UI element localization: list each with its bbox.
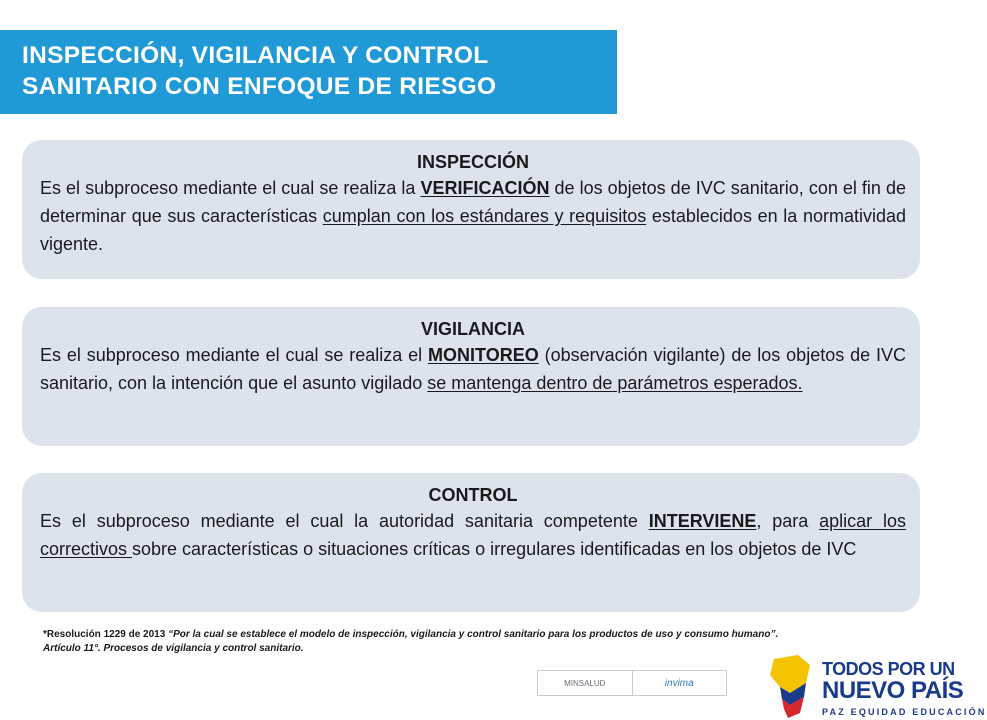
highlight-keyword: MONITOREO — [428, 345, 539, 365]
footnote-lead: *Resolución 1229 de 2013 — [43, 629, 169, 640]
body-text: establecidos en la normatividad vigente. — [40, 206, 906, 254]
brand-line-2: NUEVO PAÍS — [822, 677, 964, 704]
footnote-article: Artículo 11°. Procesos de vigilancia y control sanitario. — [43, 643, 304, 654]
section-body — [40, 174, 906, 258]
government-brand-logo — [760, 653, 987, 720]
colombia-map-icon — [760, 653, 820, 720]
body-text: , para — [756, 511, 820, 531]
underlined-phrase: se mantenga dentro de parámetros esperados. — [427, 373, 803, 393]
section-heading: CONTROL — [428, 485, 518, 505]
section-card-vigilancia — [22, 307, 920, 446]
invima-logo: invima — [632, 671, 727, 695]
underlined-phrase: cumplan con los estándares y requisitos — [322, 206, 647, 226]
institution-logos — [537, 670, 727, 696]
section-heading: VIGILANCIA — [420, 319, 525, 339]
body-text: Es el subproceso mediante el cual la autoridad sanitaria competente — [40, 511, 649, 531]
body-text: Es el subproceso mediante el cual se realiza la — [40, 178, 421, 198]
section-card-control — [22, 473, 920, 612]
title-line-2: SANITARIO CON ENFOQUE DE RIESGO — [22, 73, 497, 100]
footnote-quote: “Por la cual se establece el modelo de inspección, vigilancia y control sanitario para los productos de uso y consumo humano”. — [168, 629, 779, 640]
brand-line-1: TODOS POR UN — [822, 659, 955, 679]
minsalud-logo: MINSALUD — [564, 678, 606, 688]
brand-line-3: PAZ EQUIDAD EDUCACIÓN — [822, 707, 987, 717]
highlight-keyword: INTERVIENE — [648, 511, 757, 531]
body-text: (observación vigilante) de los objetos de IVC sanitario, con la intención que el asunto vigilado — [40, 345, 906, 393]
body-text: sobre características o situaciones críticas o irregulares identificadas en los objetos de IVC — [132, 539, 857, 559]
title-banner — [0, 30, 617, 114]
body-text: Es el subproceso mediante el cual se realiza el — [40, 345, 429, 365]
section-body — [40, 507, 906, 563]
section-heading: INSPECCIÓN — [416, 152, 530, 172]
footnote — [43, 628, 923, 656]
body-text: de los objetos de IVC sanitario, con el fin de determinar que sus características — [40, 178, 906, 226]
section-body — [40, 341, 906, 397]
section-card-inspeccion — [22, 140, 920, 279]
underlined-phrase: aplicar los correctivos — [40, 511, 907, 559]
highlight-keyword: VERIFICACIÓN — [420, 178, 550, 198]
title-line-1: INSPECCIÓN, VIGILANCIA Y CONTROL — [22, 42, 489, 69]
